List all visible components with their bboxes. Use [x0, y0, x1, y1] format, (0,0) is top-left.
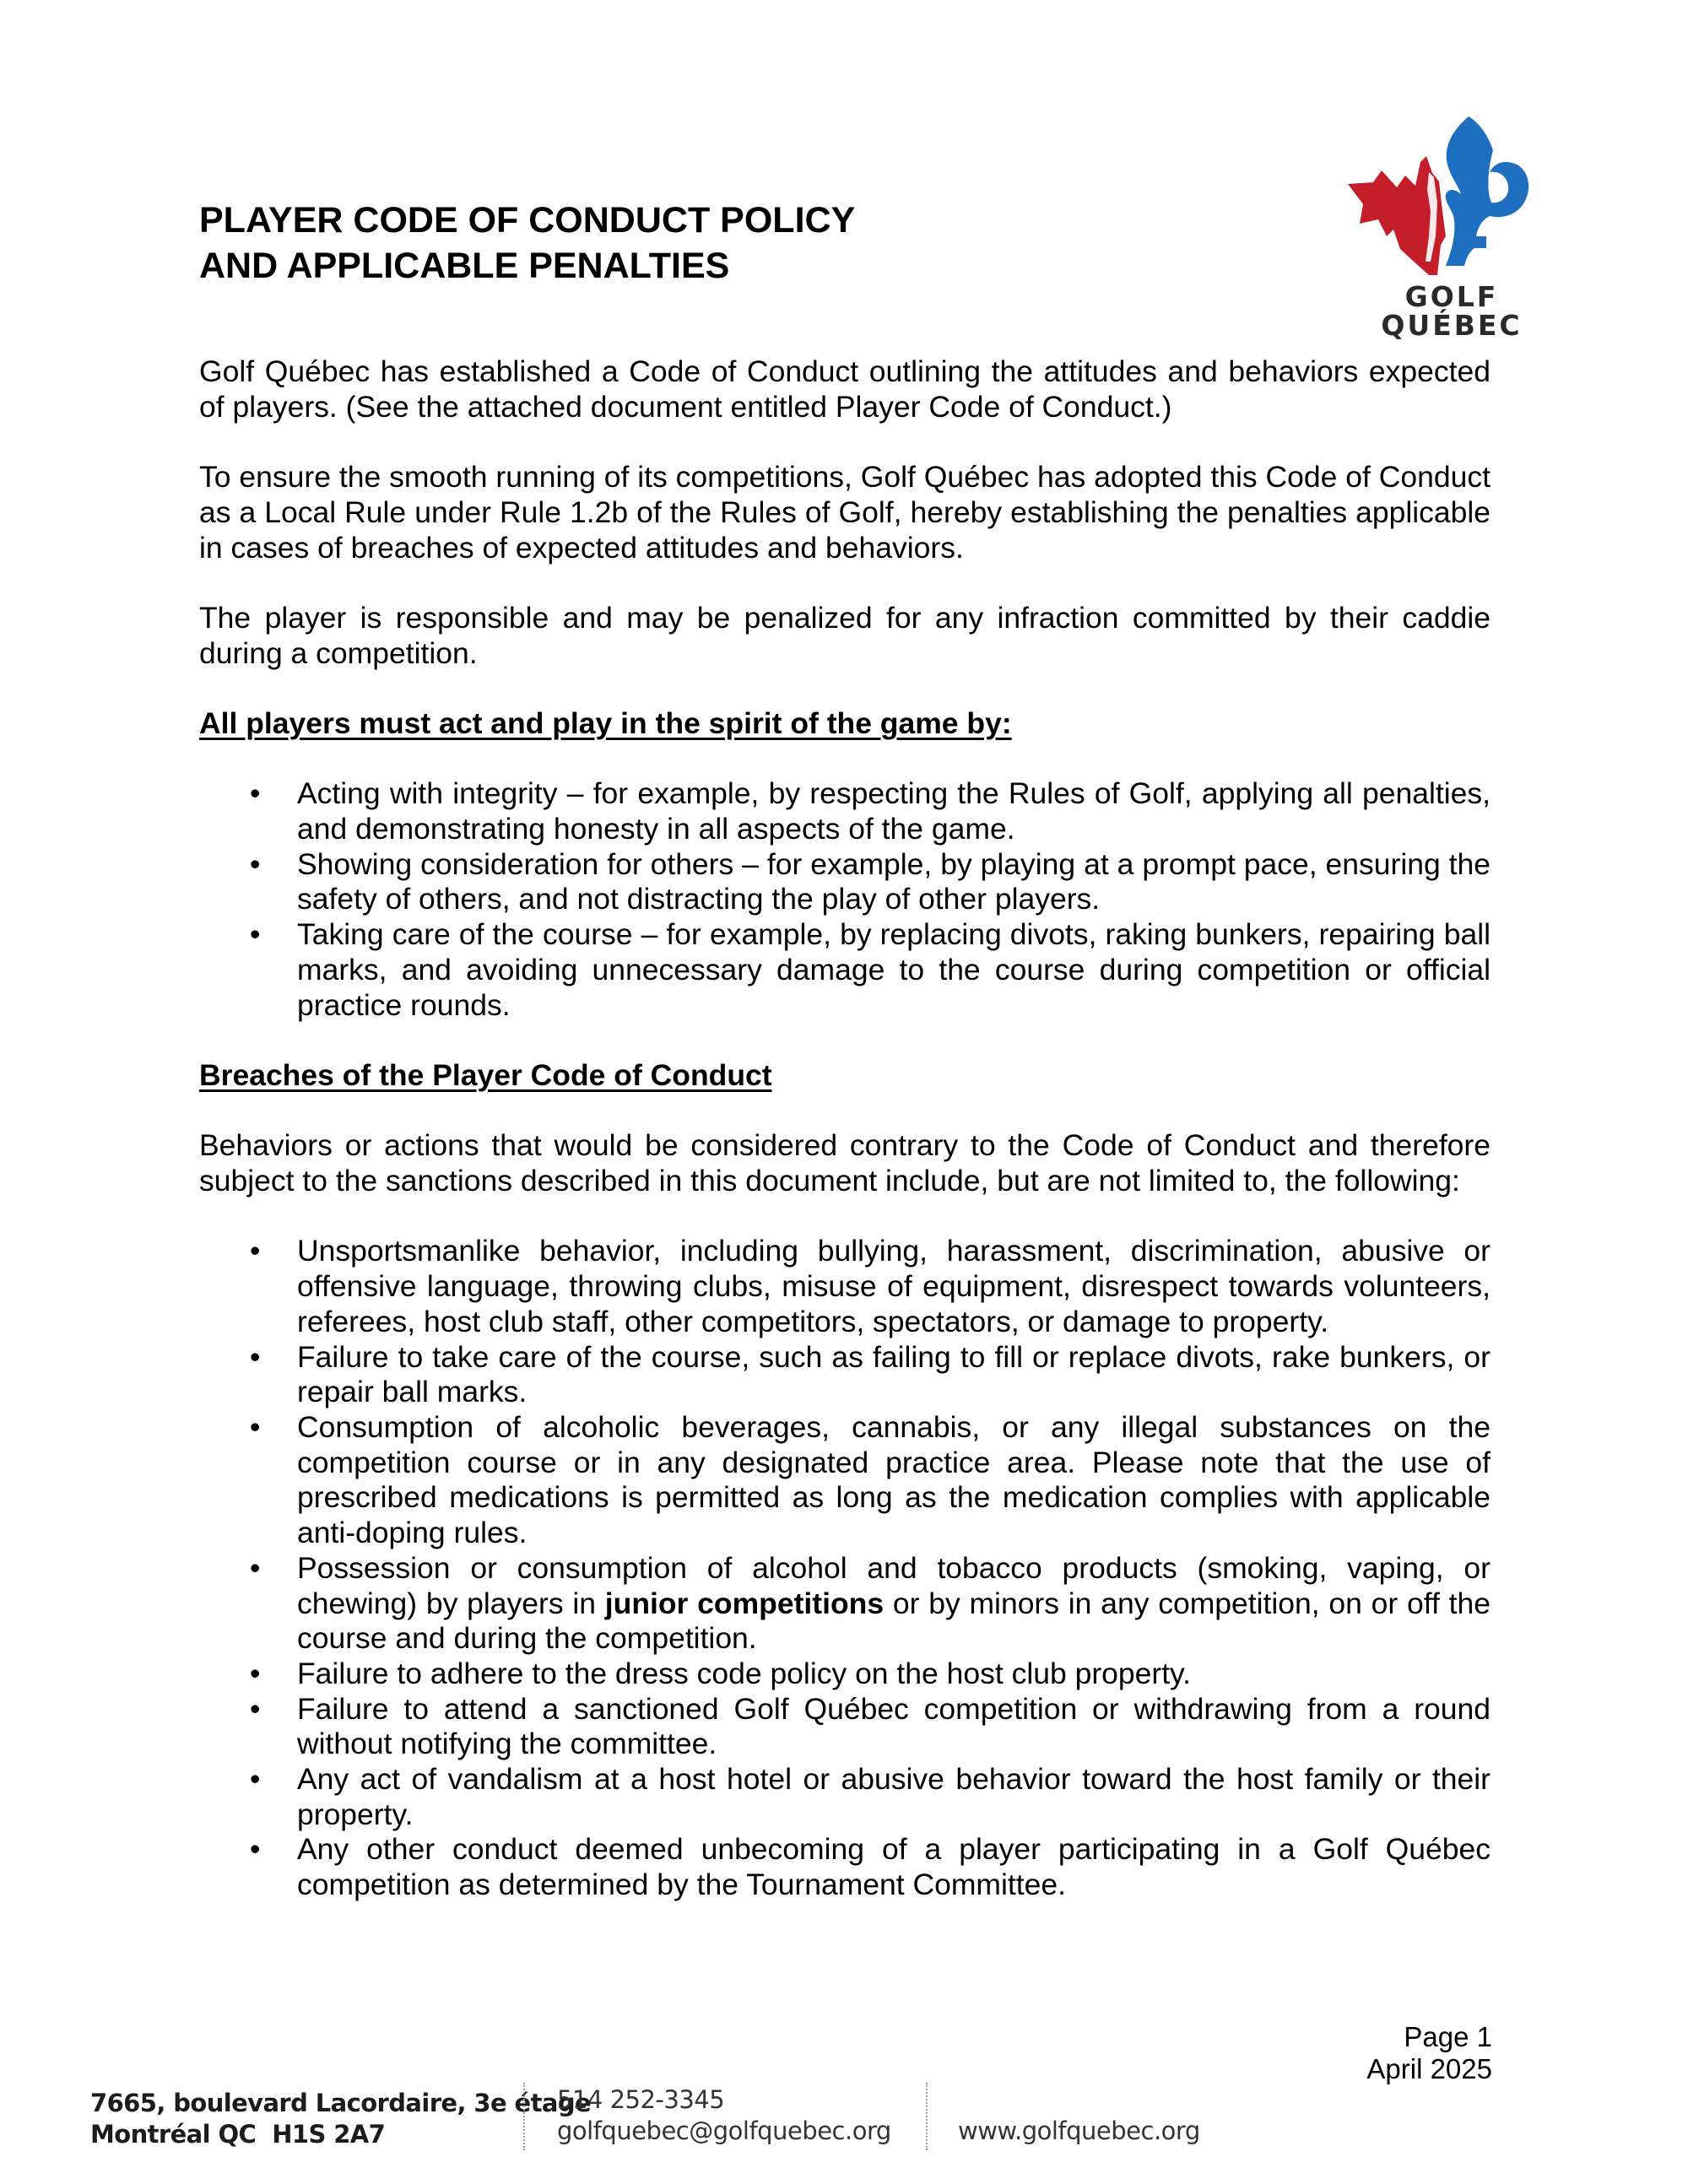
document-body [199, 354, 1491, 1938]
intro-paragraph-2: To ensure the smooth running of its competitions, Golf Québec has adopted this Code of Conduct as a Local Rule under Rule 1.2b of the Rules of Golf, hereby establishing the penalties applicable in cases of breaches of expected attitudes and behaviors. [199, 460, 1491, 565]
list-item [199, 1762, 1491, 1832]
bullet-icon: • [250, 1550, 261, 1585]
footer-email-link[interactable]: golfquebec@golfquebec.org [557, 2116, 891, 2145]
footer-website-link[interactable]: www.golfquebec.org [958, 2116, 1200, 2145]
bullet-icon: • [250, 1339, 261, 1374]
bullet-icon: • [250, 776, 261, 811]
address-line-2: Montréal QC H1S 2A7 [90, 2120, 386, 2149]
fleur-de-lis-shape [1446, 116, 1528, 266]
address-line-1: 7665, boulevard Lacordaire, 3e étage [90, 2089, 592, 2117]
bullet-icon: • [250, 1409, 261, 1444]
breaches-intro: Behaviors or actions that would be considered contrary to the Code of Conduct and therefore subject to the sanctions described in this document include, but are not limited to, the following: [199, 1128, 1491, 1198]
footer-address [90, 2088, 591, 2150]
list-item [199, 1234, 1491, 1339]
list-item [199, 776, 1491, 846]
section-heading-spirit: All players must act and play in the spirit of the game by: [199, 705, 1012, 740]
logo-text-golf: GOLF [1404, 280, 1499, 313]
spirit-list [199, 776, 1491, 1023]
section-heading-breaches: Breaches of the Player Code of Conduct [199, 1057, 772, 1092]
golf-quebec-logo [1338, 110, 1549, 350]
list-item-text-before: Possession or consumption of alcohol and tobacco products (smoking, vaping, or chewing) by players in [297, 1550, 1491, 1620]
logo-text-quebec: QUÉBEC [1381, 309, 1523, 342]
list-item [199, 1551, 1491, 1657]
list-item-text: Any act of vandalism at a host hotel or abusive behavior toward the host family or their property. [297, 1762, 1491, 1831]
list-item [199, 917, 1491, 1023]
list-item-text: Unsportsmanlike behavior, including bullying, harassment, discrimination, abusive or offensive language, throwing clubs, misuse of equipment, disrespect towards volunteers, referees, host club staff, other competitors, spectators, or damage to property. [297, 1234, 1491, 1338]
list-item [199, 847, 1491, 917]
list-item [199, 1657, 1491, 1692]
list-item-text: Taking care of the course – for example, by replacing divots, raking bunkers, repairing ball marks, and avoiding unnecessary damage to the course during competition or official practice rounds. [297, 917, 1491, 1022]
title-line-1: PLAYER CODE OF CONDUCT POLICY [199, 200, 856, 241]
intro-paragraph-3: The player is responsible and may be penalized for any infraction committed by their caddie during a competition. [199, 600, 1491, 670]
list-item [199, 1340, 1491, 1410]
list-item-text: Failure to take care of the course, such as failing to fill or replace divots, rake bunkers, or repair ball marks. [297, 1339, 1491, 1409]
list-item [199, 1410, 1491, 1551]
document-date: April 2025 [1366, 2053, 1492, 2084]
list-item-text: Failure to attend a sanctioned Golf Québec competition or withdrawing from a round without notifying the committee. [297, 1691, 1491, 1761]
bullet-icon: • [250, 1234, 261, 1268]
bullet-icon: • [250, 1691, 261, 1726]
list-item-text: Showing consideration for others – for example, by playing at a prompt pace, ensuring the safety of others, and not distracting the play of other players. [297, 846, 1491, 916]
bullet-icon: • [250, 1762, 261, 1797]
list-item-text: Consumption of alcoholic beverages, cannabis, or any illegal substances on the competition course or in any designated practice area. Please note that the use of prescribed medications is permitted as long as the medication complies with applicable anti-doping rules. [297, 1409, 1491, 1550]
list-item-text-bold: junior competitions [604, 1586, 885, 1620]
footer-contact [557, 2084, 891, 2147]
intro-paragraph-1: Golf Québec has established a Code of Conduct outlining the attitudes and behaviors expected of players. (See the attached document entitled Player Code of Conduct.) [199, 354, 1491, 424]
list-item [199, 1692, 1491, 1762]
list-item-text: Any other conduct deemed unbecoming of a player participating in a Golf Québec competition as determined by the Tournament Committee. [297, 1832, 1491, 1902]
bullet-icon: • [250, 846, 261, 881]
list-item [199, 1832, 1491, 1902]
footer-divider [926, 2083, 928, 2150]
breaches-list [199, 1234, 1491, 1902]
bullet-icon: • [250, 917, 261, 952]
list-item-text: Failure to adhere to the dress code policy on the host club property. [297, 1656, 1192, 1690]
list-item-text-after: or by minors in any competition, on or off the course and during the competition. [297, 1586, 1491, 1656]
document-title [199, 197, 855, 289]
footer-divider [523, 2083, 525, 2150]
page-info [1366, 2021, 1492, 2085]
title-line-2: AND APPLICABLE PENALTIES [199, 246, 730, 286]
list-item-text: Acting with integrity – for example, by respecting the Rules of Golf, applying all penalties, and demonstrating honesty in all aspects of the game. [297, 776, 1491, 846]
bullet-icon: • [250, 1832, 261, 1867]
bullet-icon: • [250, 1656, 261, 1690]
fleur-de-lis-maple-leaf-icon [1338, 110, 1549, 278]
footer-phone: 514 252-3345 [557, 2085, 725, 2114]
page-number: Page 1 [1404, 2021, 1492, 2052]
